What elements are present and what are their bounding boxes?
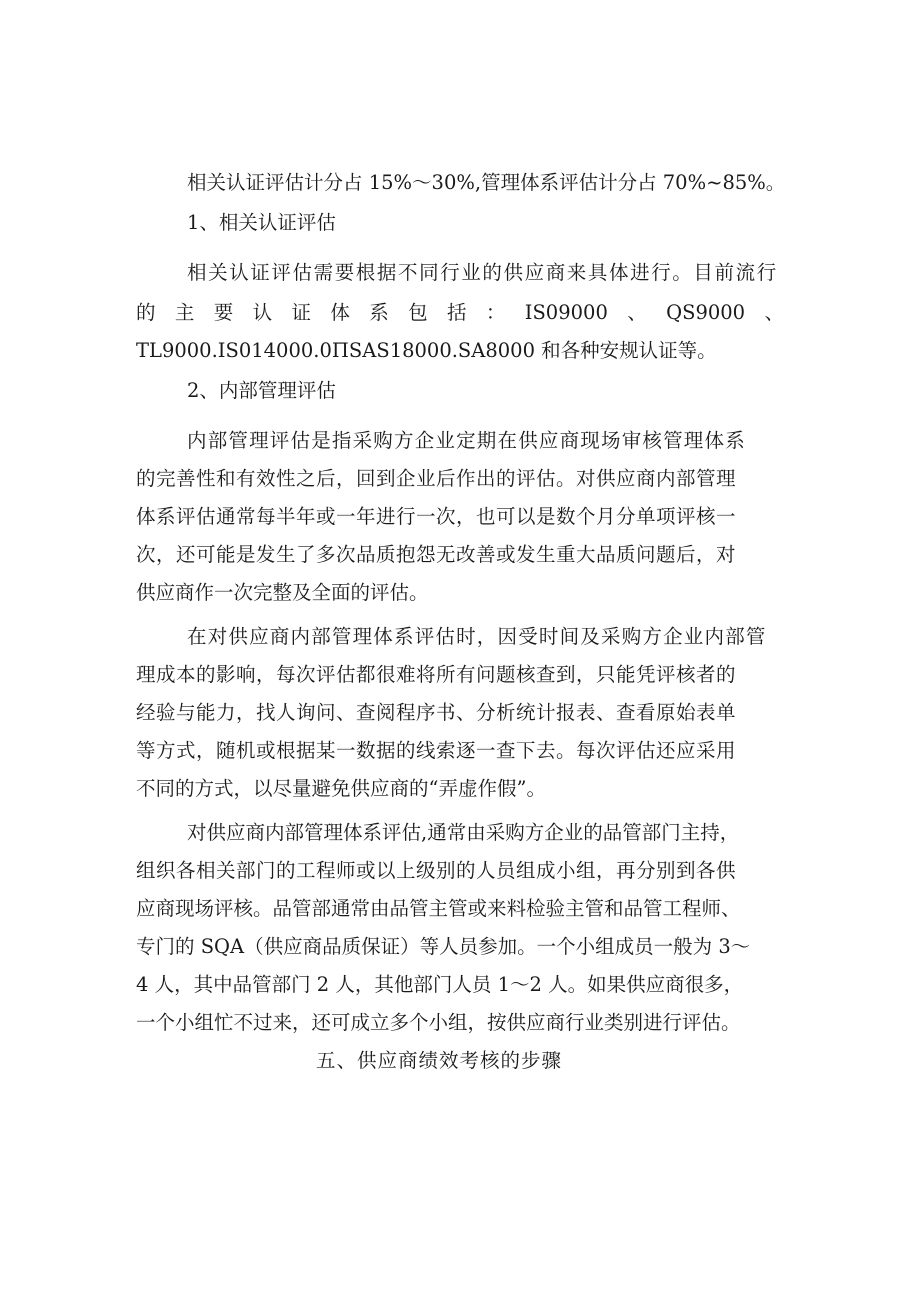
paragraph-line: 一个小组忙不过来，还可成立多个小组，按供应商行业类别进行评估。 (136, 1011, 741, 1034)
paragraph-line: 在对供应商内部管理体系评估时，因受时间及采购方企业内部管 (187, 625, 767, 648)
paragraph-line: 理成本的影响，每次评估都很难将所有问题核查到，只能凭评核者的 (136, 663, 737, 686)
paragraph-line: 体系评估通常每半年或一年进行一次，也可以是数个月分单项评核一 (136, 505, 737, 528)
paragraph-line: 等方式，随机或根据某一数据的线索逐一查下去。每次评估还应采用 (136, 739, 737, 762)
paragraph-line: 不同的方式，以尽量避免供应商的“弄虚作假”。 (136, 777, 546, 800)
paragraph-line: TL9000.IS014000.0ΠSAS18000.SA8000 和各种安规认证等。 (136, 339, 717, 362)
paragraph-line: 4 人，其中品管部门 2 人，其他部门人员 1～2 人。如果供应商很多， (136, 973, 744, 996)
paragraph-line: 相关认证评估计分占 15%～30%,管理体系评估计分占 70%~85%。 (187, 171, 786, 194)
paragraph-line: 经验与能力，找人询问、查阅程序书、分析统计报表、查看原始表单 (136, 701, 737, 724)
paragraph-line: 相关认证评估需要根据不同行业的供应商来具体进行。目前流行 (187, 261, 778, 284)
paragraph-line: 的完善性和有效性之后，回到企业后作出的评估。对供应商内部管理 (136, 467, 737, 490)
section-heading: 1、相关认证评估 (187, 211, 336, 234)
paragraph-line: 专门的 SQA（供应商品质保证）等人员参加。一个小组成员一般为 3～ (136, 935, 751, 958)
paragraph-line: 对供应商内部管理体系评估,通常由采购方企业的品管部门主持， (187, 821, 740, 844)
paragraph-line: 应商现场评核。品管部通常由品管主管或来料检验主管和品管工程师、 (136, 897, 741, 920)
paragraph-line: 组织各相关部门的工程师或以上级别的人员组成小组，再分别到各供 (136, 859, 737, 882)
paragraph-line: 内部管理评估是指采购方企业定期在供应商现场审核管理体系 (187, 429, 746, 452)
paragraph-line-justified: 的 主 要 认 证 体 系 包 括 ： IS09000 、 QS9000 、 (136, 301, 784, 324)
section-title: 五、供应商绩效考核的步骤 (316, 1049, 563, 1072)
section-heading: 2、内部管理评估 (187, 379, 336, 402)
paragraph-line: 供应商作一次完整及全面的评估。 (136, 581, 429, 604)
paragraph-line: 次，还可能是发生了多次品质抱怨无改善或发生重大品质问题后，对 (136, 543, 737, 566)
